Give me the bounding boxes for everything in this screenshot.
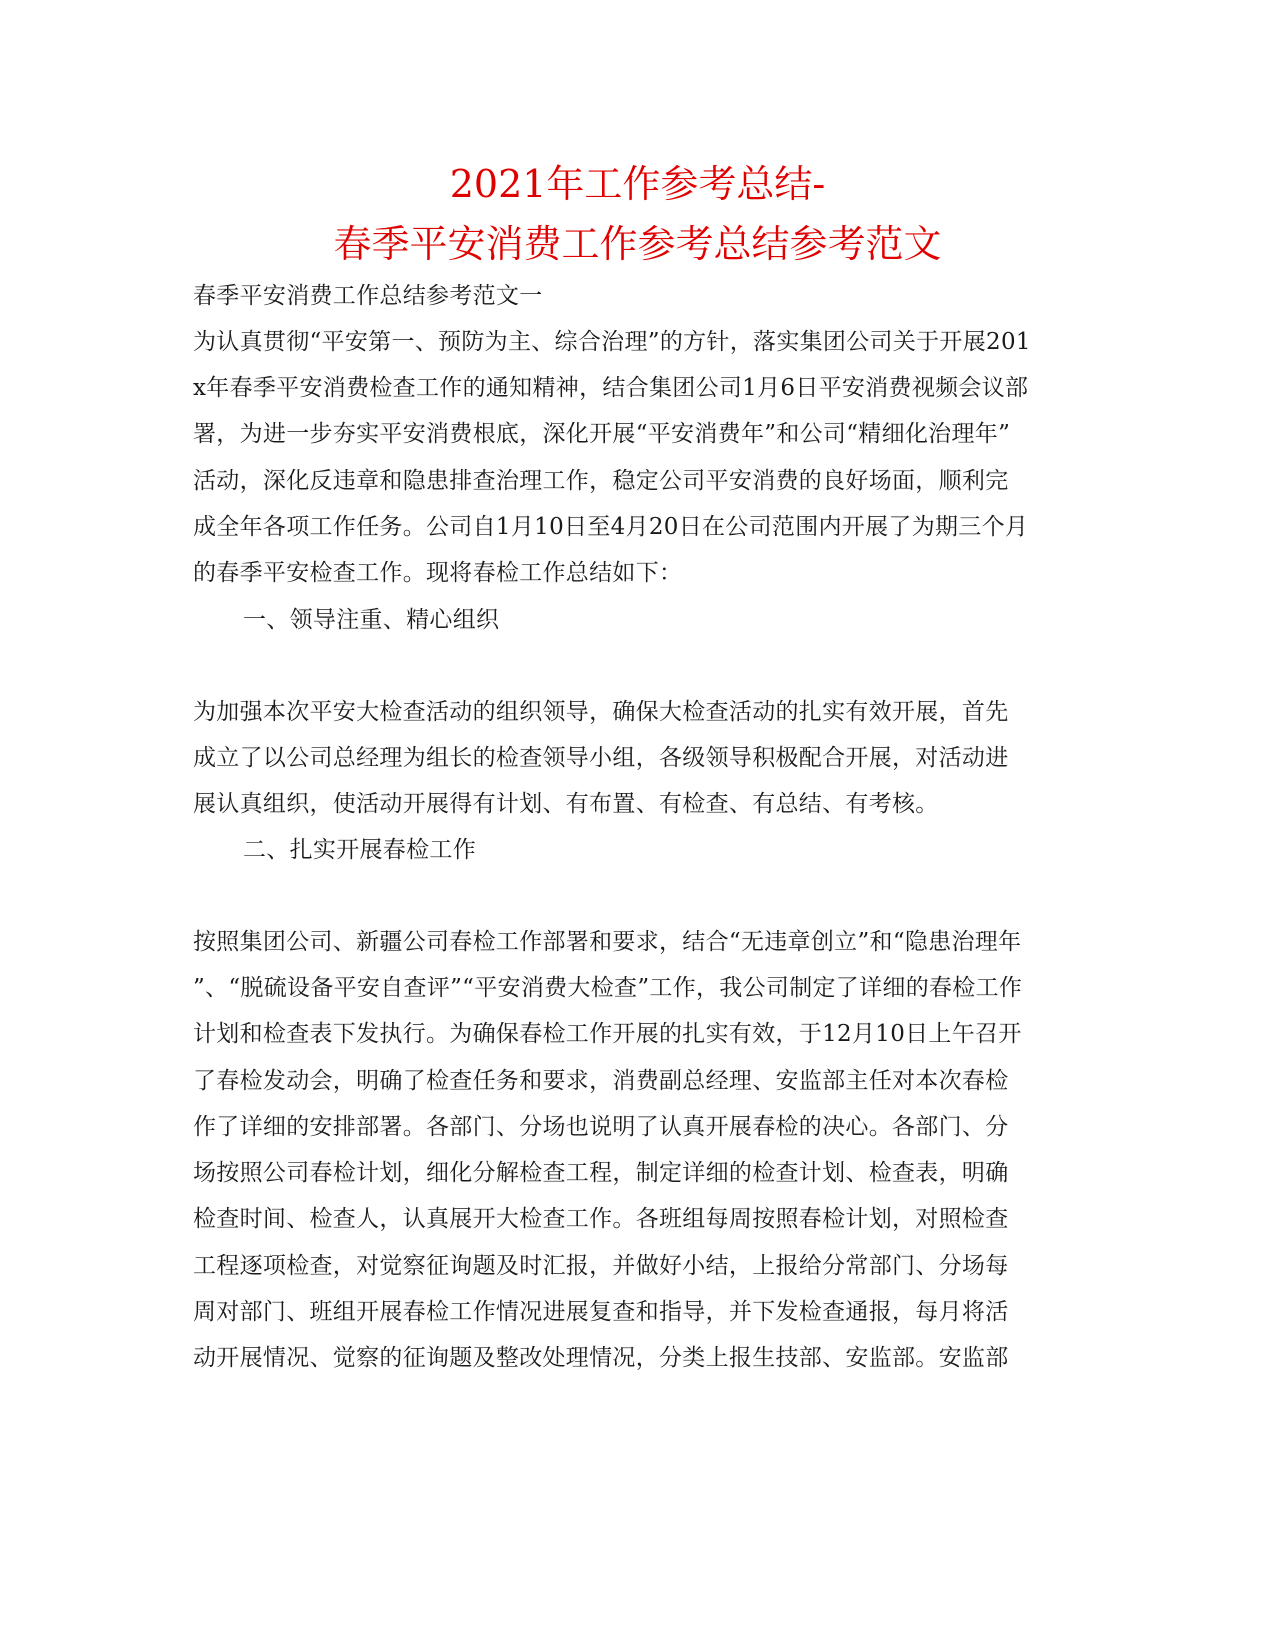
- paragraph-line: 为加强本次平安大检查活动的组织领导，确保大检查活动的扎实有效开展，首先: [193, 699, 1009, 725]
- paragraph-line: 成立了以公司总经理为组长的检查领导小组，各级领导积极配合开展，对活动进: [193, 745, 1009, 771]
- paragraph-line: 的春季平安检查工作。现将春检工作总结如下：: [193, 560, 683, 586]
- paragraph-line: 了春检发动会，明确了检查任务和要求，消费副总经理、安监部主任对本次春检: [193, 1068, 1009, 1094]
- section-heading-1: 一、领导注重、精心组织: [243, 607, 500, 633]
- paragraph-line: 成全年各项工作任务。公司自1月10日至4月20日在公司范围内开展了为期三个月: [193, 514, 1029, 540]
- paragraph-line: 为认真贯彻“平安第一、预防为主、综合治理”的方针，落实集团公司关于开展201: [193, 329, 1031, 355]
- document-subtitle: 春季平安消费工作总结参考范文一: [193, 283, 543, 309]
- paragraph-line: 场按照公司春检计划，细化分解检查工程，制定详细的检查计划、检查表，明确: [193, 1160, 1009, 1186]
- paragraph-line: 活动，深化反违章和隐患排查治理工作，稳定公司平安消费的良好场面，顺利完: [193, 468, 1009, 494]
- paragraph-line: 展认真组织，使活动开展得有计划、有布置、有检查、有总结、有考核。: [193, 791, 939, 817]
- paragraph-line: 周对部门、班组开展春检工作情况进展复查和指导，并下发检查通报，每月将活: [193, 1299, 1009, 1325]
- paragraph-line: ”、“脱硫设备平安自查评”“平安消费大检查”工作，我公司制定了详细的春检工作: [193, 975, 1023, 1001]
- paragraph-line: 按照集团公司、新疆公司春检工作部署和要求，结合“无违章创立”和“隐患治理年: [193, 929, 1022, 955]
- document-title-line-2: 春季平安消费工作参考总结参考范文: [333, 222, 942, 266]
- paragraph-line: x年春季平安消费检查工作的通知精神，结合集团公司1月6日平安消费视频会议部: [193, 375, 1029, 401]
- paragraph-line: 工程逐项检查，对觉察征询题及时汇报，并做好小结，上报给分常部门、分场每: [193, 1253, 1009, 1279]
- paragraph-line: 检查时间、检查人，认真展开大检查工作。各班组每周按照春检计划，对照检查: [193, 1206, 1009, 1232]
- paragraph-line: 作了详细的安排部署。各部门、分场也说明了认真开展春检的决心。各部门、分: [193, 1114, 1009, 1140]
- document-title-line-1: 2021年工作参考总结-: [449, 162, 826, 206]
- paragraph-line: 计划和检查表下发执行。为确保春检工作开展的扎实有效，于12月10日上午召开: [193, 1021, 1022, 1047]
- section-heading-2: 二、扎实开展春检工作: [243, 837, 476, 863]
- paragraph-line: 署，为进一步夯实平安消费根底，深化开展“平安消费年”和公司“精细化治理年”: [193, 421, 1011, 447]
- paragraph-line: 动开展情况、觉察的征询题及整改处理情况，分类上报生技部、安监部。安监部: [193, 1345, 1009, 1371]
